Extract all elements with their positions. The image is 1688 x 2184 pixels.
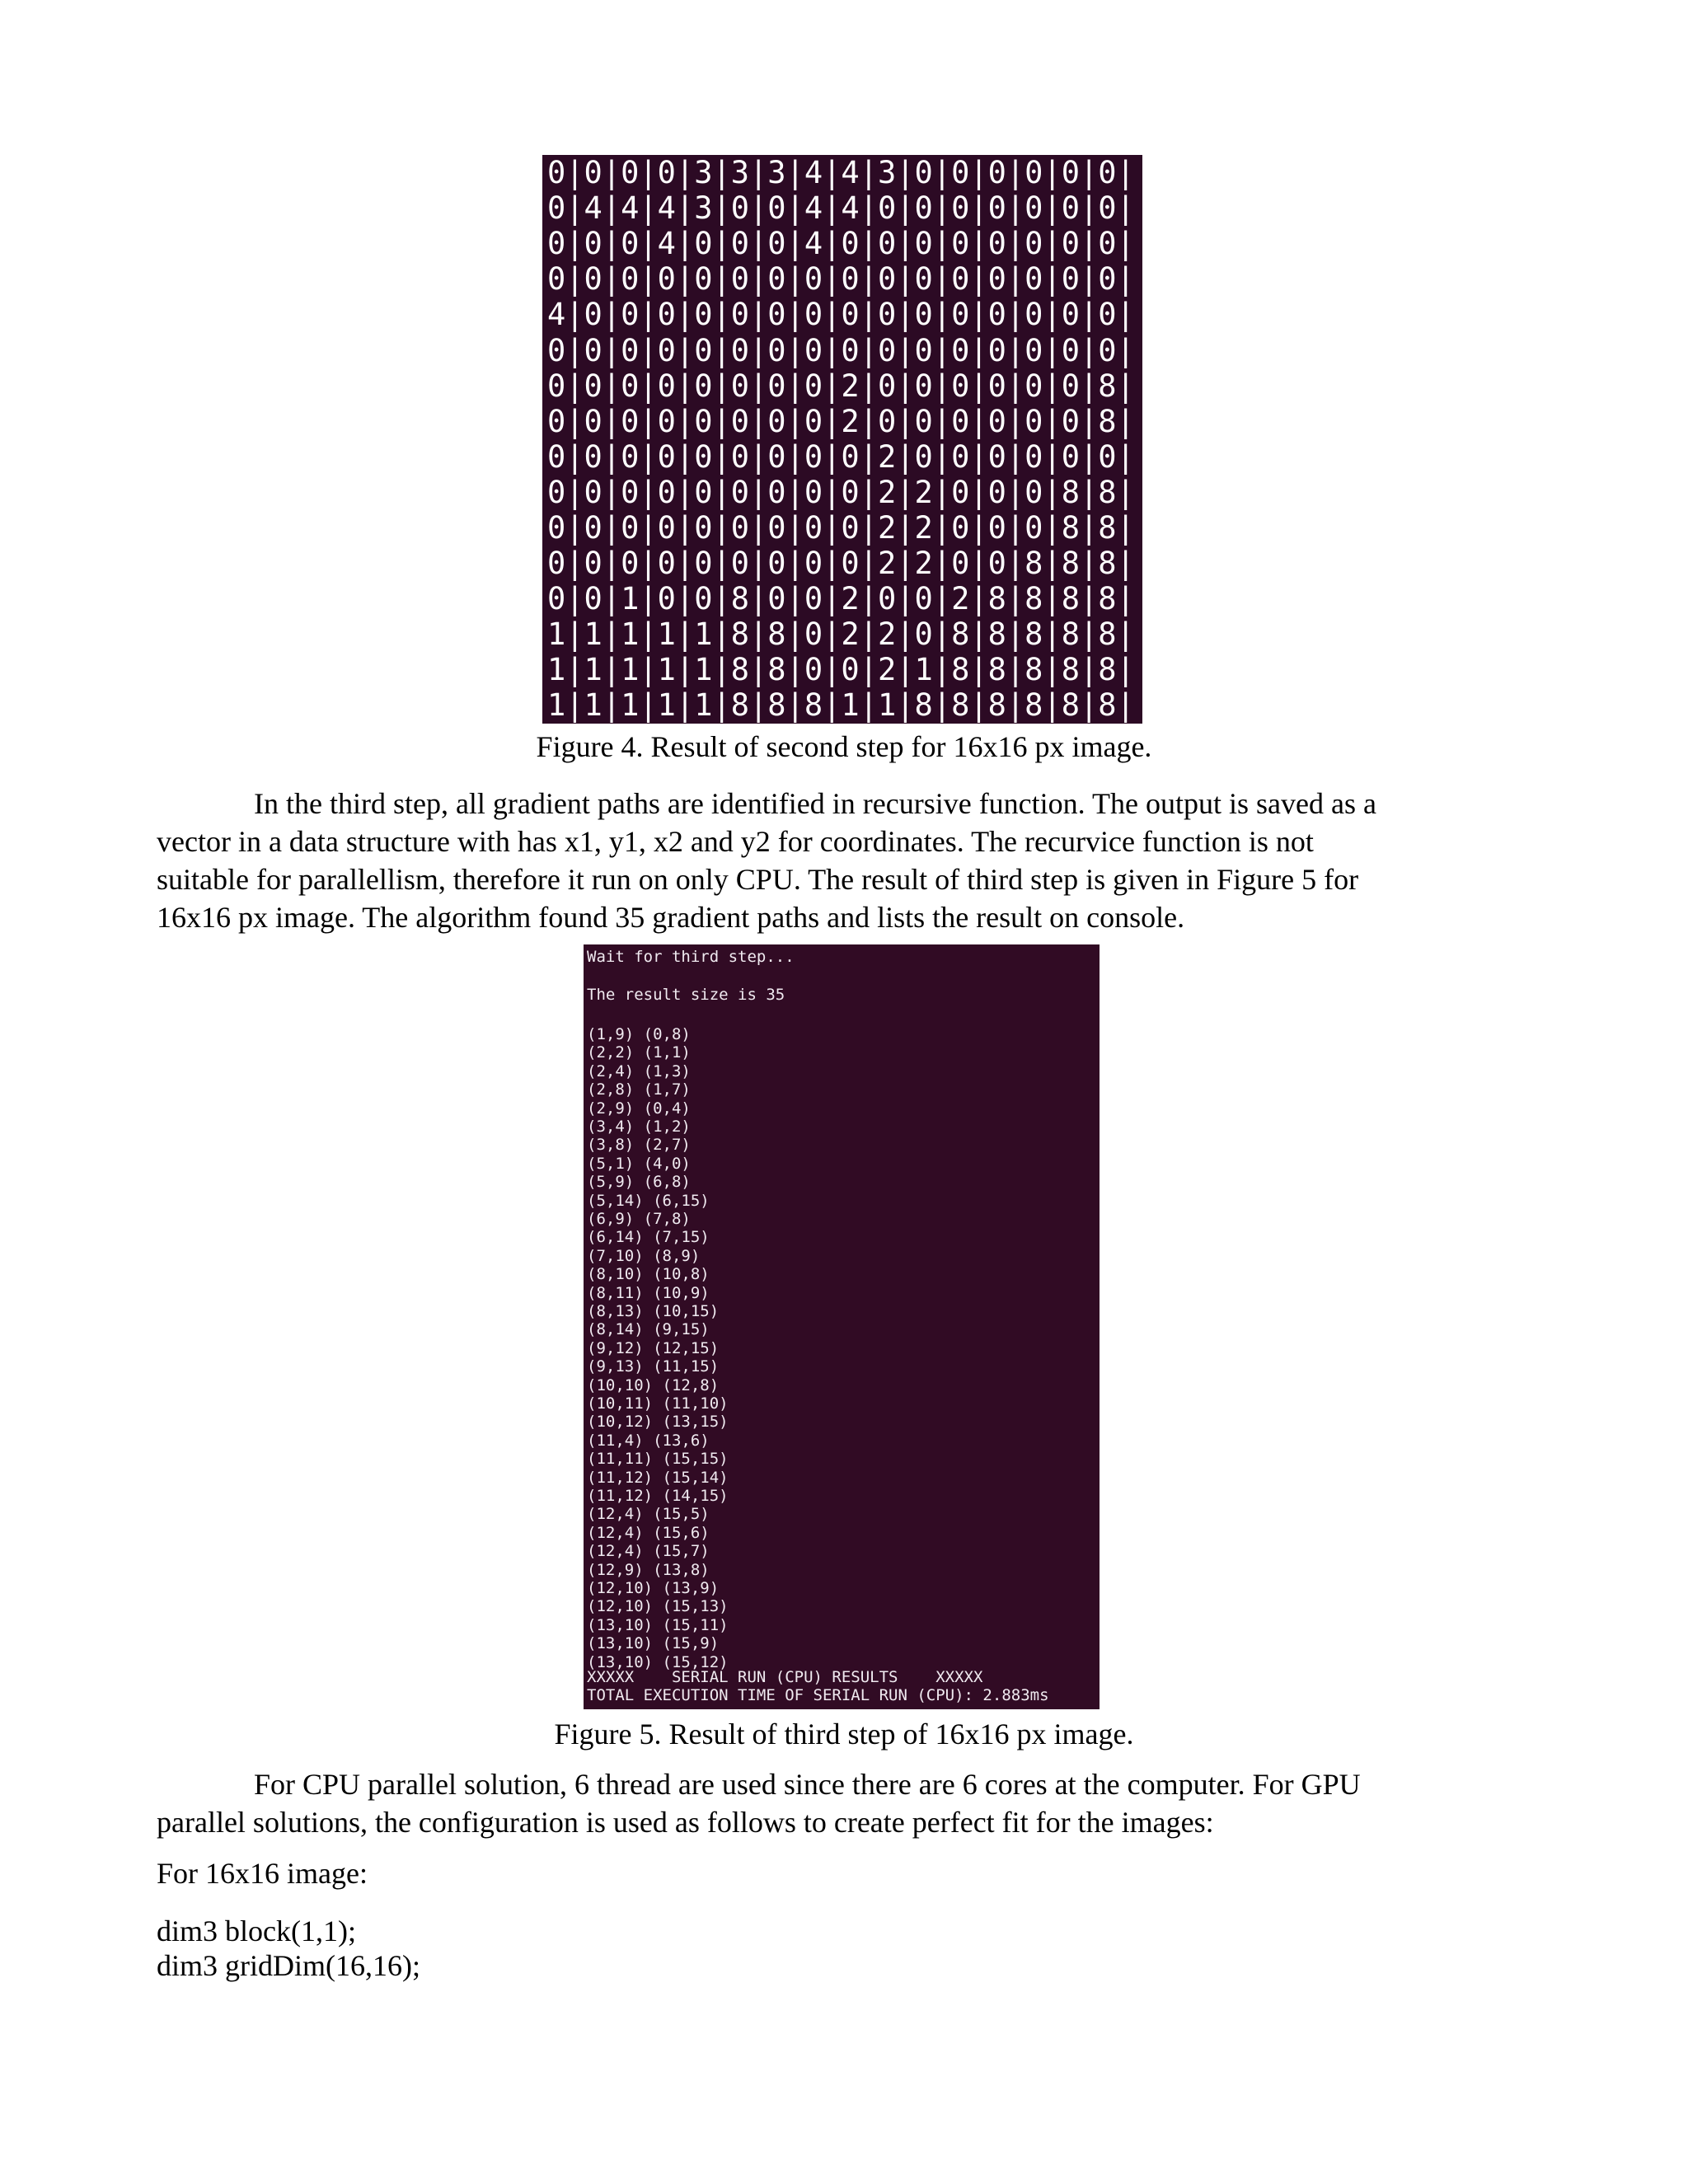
terminal-path-line: (8,14) (9,15) xyxy=(587,1320,710,1339)
terminal-path-line: (12,4) (15,6) xyxy=(587,1523,710,1542)
terminal-path-line: (13,10) (15,9) xyxy=(587,1634,720,1653)
terminal-path-line: (12,10) (15,13) xyxy=(587,1597,729,1616)
grid-row-values: 0|0|0|0|0|0|0|0|0|2|2|0|0|0|8|8| xyxy=(547,509,1135,546)
terminal-path-line: (2,4) (1,3) xyxy=(587,1062,691,1080)
terminal-path-line: (8,13) (10,15) xyxy=(587,1302,720,1320)
terminal-path-line: (2,9) (0,4) xyxy=(587,1099,691,1118)
grid-row-values: 0|4|4|4|3|0|0|4|4|0|0|0|0|0|0|0| xyxy=(547,190,1135,227)
grid-row xyxy=(542,297,1142,332)
terminal-path-line: (2,2) (1,1) xyxy=(587,1043,691,1062)
terminal-path-line: (6,9) (7,8) xyxy=(587,1210,691,1228)
terminal-path-line: (6,14) (7,15) xyxy=(587,1228,710,1247)
terminal-path-line: (12,10) (13,9) xyxy=(587,1579,720,1597)
terminal-path-line: (3,8) (2,7) xyxy=(587,1136,691,1155)
terminal-path-line: (10,12) (13,15) xyxy=(587,1413,729,1432)
terminal-footer-time: TOTAL EXECUTION TIME OF SERIAL RUN (CPU): 2.883ms xyxy=(587,1686,1049,1704)
paragraph-line: 16x16 px image. The algorithm found 35 gradient paths and lists the result on console. xyxy=(157,901,1185,934)
paragraph-third-step xyxy=(157,785,1541,936)
figure-4-grid-image xyxy=(542,155,1142,724)
terminal-header: Wait for third step... xyxy=(587,948,795,966)
grid-row-values: 0|0|0|0|3|3|3|4|4|3|0|0|0|0|0|0| xyxy=(547,155,1135,191)
terminal-path-line: (9,12) (12,15) xyxy=(587,1338,720,1357)
grid-row xyxy=(542,510,1142,546)
code-block-line: dim3 block(1,1); xyxy=(157,1915,356,1947)
terminal-path-line: (8,11) (10,9) xyxy=(587,1283,710,1302)
terminal-path-line: (3,4) (1,2) xyxy=(587,1118,691,1136)
paragraph-line: For CPU parallel solution, 6 thread are used since there are 6 cores at the computer. For GPU xyxy=(254,1768,1361,1801)
figure-5-terminal xyxy=(584,944,1100,1709)
grid-row xyxy=(542,439,1142,475)
grid-row xyxy=(542,332,1142,368)
grid-row xyxy=(542,581,1142,616)
terminal-path-line: (5,14) (6,15) xyxy=(587,1191,710,1210)
grid-row-values: 1|1|1|1|1|8|8|0|0|2|1|8|8|8|8|8| xyxy=(547,652,1135,688)
grid-row xyxy=(542,687,1142,723)
terminal-path-line: (12,9) (13,8) xyxy=(587,1560,710,1579)
paragraph-line: parallel solutions, the configuration is used as follows to create perfect fit for the images: xyxy=(157,1806,1214,1839)
grid-row xyxy=(542,616,1142,652)
figure-4-caption: Figure 4. Result of second step for 16x16 px image. xyxy=(536,730,1152,763)
terminal-footer-results: XXXXX SERIAL RUN (CPU) RESULTS XXXXX xyxy=(587,1668,983,1686)
grid-row xyxy=(542,475,1142,510)
terminal-path-line: (8,10) (10,8) xyxy=(587,1265,710,1284)
paragraph-line: suitable for parallellism, therefore it run on only CPU. The result of third step is given in Figure 5 for xyxy=(157,863,1359,896)
terminal-path-line: (5,1) (4,0) xyxy=(587,1154,691,1173)
grid-row-values: 0|0|0|4|0|0|0|4|0|0|0|0|0|0|0|0| xyxy=(547,226,1135,262)
grid-row xyxy=(542,546,1142,581)
terminal-path-line: (11,12) (14,15) xyxy=(587,1487,729,1505)
grid-row xyxy=(542,226,1142,261)
terminal-path-line: (13,10) (15,12) xyxy=(587,1652,729,1671)
grid-row-values: 0|0|0|0|0|0|0|0|2|0|0|0|0|0|0|8| xyxy=(547,403,1135,439)
terminal-path-line: (12,4) (15,5) xyxy=(587,1505,710,1524)
grid-row-values: 0|0|0|0|0|0|0|0|0|0|0|0|0|0|0|0| xyxy=(547,332,1135,368)
grid-row-values: 0|0|0|0|0|0|0|0|2|0|0|0|0|0|0|8| xyxy=(547,368,1135,404)
grid-row xyxy=(542,261,1142,297)
terminal-path-line: (11,11) (15,15) xyxy=(587,1450,729,1469)
grid-row-values: 1|1|1|1|1|8|8|8|1|1|8|8|8|8|8|8| xyxy=(547,687,1135,724)
terminal-result-size: The result size is 35 xyxy=(587,986,785,1004)
figure-5-caption: Figure 5. Result of third step of 16x16 px image. xyxy=(554,1718,1134,1750)
grid-row xyxy=(542,190,1142,226)
grid-row-values: 0|0|0|0|0|0|0|0|0|0|0|0|0|0|0|0| xyxy=(547,261,1135,298)
terminal-path-line: (10,11) (11,10) xyxy=(587,1394,729,1413)
code-grid-line: dim3 gridDim(16,16); xyxy=(157,1949,420,1982)
terminal-path-line: (9,13) (11,15) xyxy=(587,1357,720,1376)
terminal-path-line: (2,8) (1,7) xyxy=(587,1080,691,1099)
label-16x16-image: For 16x16 image: xyxy=(157,1857,368,1890)
grid-row xyxy=(542,155,1142,190)
grid-row xyxy=(542,652,1142,687)
paragraph-parallel-config xyxy=(157,1765,1541,1841)
grid-row-values: 0|0|1|0|0|8|0|0|2|0|0|2|8|8|8|8| xyxy=(547,581,1135,617)
grid-row-values: 0|0|0|0|0|0|0|0|0|2|0|0|0|0|0|0| xyxy=(547,438,1135,475)
terminal-path-line: (10,10) (12,8) xyxy=(587,1376,720,1394)
grid-row xyxy=(542,368,1142,404)
terminal-path-line: (1,9) (0,8) xyxy=(587,1025,691,1043)
terminal-path-line: (11,12) (15,14) xyxy=(587,1468,729,1487)
grid-row-values: 4|0|0|0|0|0|0|0|0|0|0|0|0|0|0|0| xyxy=(547,297,1135,333)
terminal-path-line: (13,10) (15,11) xyxy=(587,1615,729,1634)
grid-row-values: 0|0|0|0|0|0|0|0|0|2|2|0|0|0|8|8| xyxy=(547,474,1135,510)
terminal-path-line: (7,10) (8,9) xyxy=(587,1246,701,1265)
terminal-path-line: (12,4) (15,7) xyxy=(587,1542,710,1561)
grid-row-values: 0|0|0|0|0|0|0|0|0|2|2|0|0|8|8|8| xyxy=(547,546,1135,582)
grid-row xyxy=(542,404,1142,439)
terminal-path-line: (5,9) (6,8) xyxy=(587,1173,691,1192)
terminal-path-line: (11,4) (13,6) xyxy=(587,1431,710,1450)
grid-row-values: 1|1|1|1|1|8|8|0|2|2|0|8|8|8|8|8| xyxy=(547,616,1135,653)
paragraph-line: In the third step, all gradient paths are identified in recursive function. The output is saved as a xyxy=(254,787,1376,820)
paragraph-line: vector in a data structure with has x1, y1, x2 and y2 for coordinates. The recurvice function is not xyxy=(157,825,1314,858)
